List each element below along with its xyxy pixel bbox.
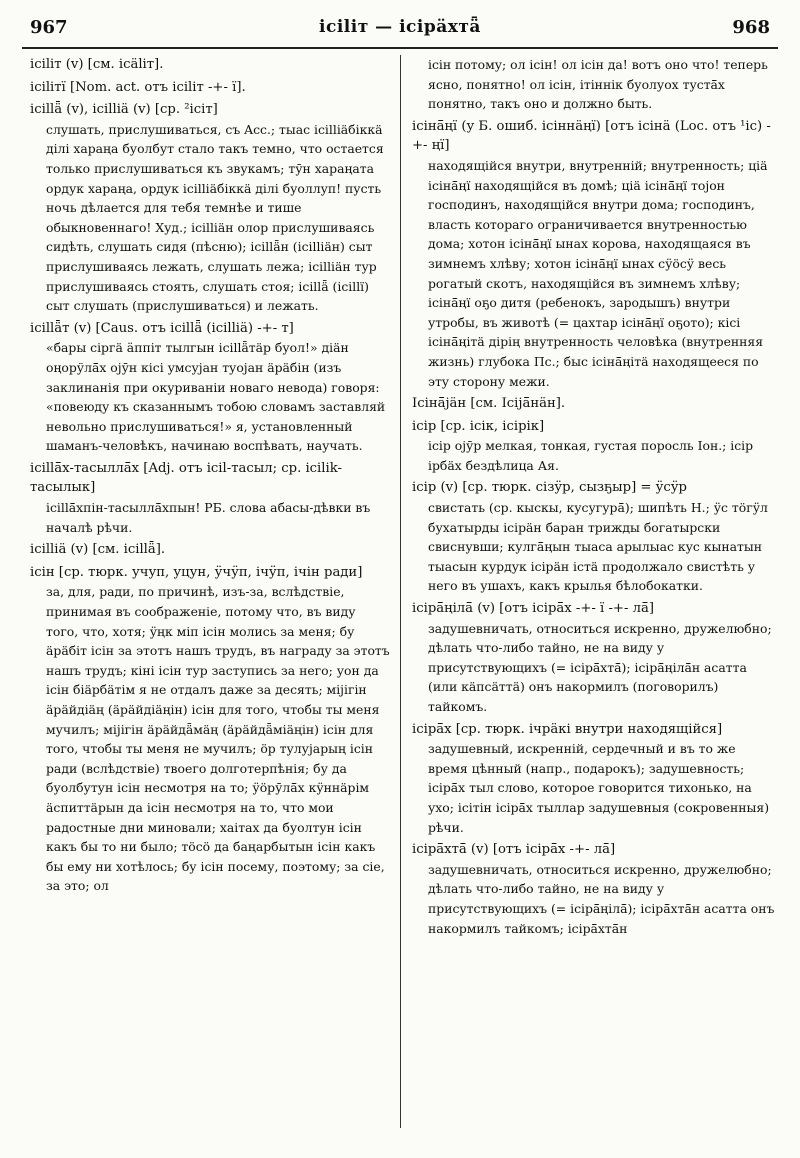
dictionary-entry bbox=[30, 563, 390, 896]
entry-headword: iciн [ср. тюрк. учуп, уцун, ӱчӱп, iчӱп, iчiн ради] bbox=[30, 564, 363, 580]
dictionary-entry bbox=[412, 840, 778, 938]
dictionary-entry bbox=[412, 478, 778, 596]
entry-definition: находящійся внутри, внутренній; внутренность; ціä iciнā̄ңï находящійся въ домѣ; ціä iciнā̄ңï тоjон господинъ, находящійся внутри дома; господинъ, власть котораго ограничивается внутренностью дома; хотон iciнā̄ңï ынах корова, находящаяся въ зимнемъ хлѣву; хотон iciнā̄ңï ынах сӱöсӱ весь рогатый скотъ, находящійся въ зимнемъ хлѣву; iciнā̄ңï оҕо дитя (ребенокъ, зародышъ) внутри утробы, въ животѣ (= цахтар iciнā̄ңï оҕото); кiсi iciнā̄ңiтä дiрiң внутренность человѣка (внутренняя жизнь) глубока Пс.; быс iciнā̄ңiтä находящееся по эту сторону межи. bbox=[428, 157, 768, 389]
page-number-right: 968 bbox=[732, 16, 770, 38]
entry-definition: за, для, ради, по причинѣ, изъ-за, вслѣдствіе, принимая въ соображеніе, потому что, въ виду того, что, хотя; ӱңк мiп iciн молись за меня; бу äрäбiт iciн за этотъ нашъ трудъ, въ награду за этотъ нашъ трудъ; кiнi iciн тур заступись за него; уон да iciн бiäрбäтiм я не отдалъ даже за десять; мijiгiн äрäйдiäң (äрäйдiäңiн) iciн для того, чтобы ты меня мучилъ; мijiгiн äрäйдǟмäң (äрäйдǟмiäңiн) iciн для того, чтобы ты меня не мучилъ; öр тулуjарың iciн ради (вслѣдствіе) твоего долготерпѣнія; бу да буолбутун iciн несмотря на то; ӱöрӯлā̄х кӱннäрiм äспиттäрын да iciн несмотря на то, что мои радостные дни миновали; хаiтах да буолтун iciн какъ бы то ни было; тöсö да баңарбытын iciн какъ бы ему ни хотѣлось; бу iciн посему, поэтому; за сiе, за это; ол bbox=[46, 584, 390, 894]
dictionary-entry bbox=[412, 417, 778, 476]
entry-definition: свистать (ср. кыскы, кусугурā̄); шипѣть Н.; ӱс тöгӱл бухатырды iciрäн баран трижды богатырски свиснувши; кулгā̄ңын тыаса арылыас кус кынатын тыасын курдук iciрäн iстä продолжало свистѣть у него въ ушахъ, какъ крылья бѣлобокатки. bbox=[428, 500, 768, 594]
entry-headword: iciрā̄хтā̄ (v) [отъ iciрā̄х -+- лā̄] bbox=[412, 842, 616, 858]
right-column bbox=[412, 55, 778, 1150]
entry-headword: icillǟ (v), icilliä (v) [ср. ²iciт] bbox=[30, 102, 218, 118]
dictionary-entry bbox=[30, 540, 390, 560]
entry-headword: icilliä (v) [см. icillǟ]. bbox=[30, 542, 166, 558]
dictionary-entry bbox=[412, 117, 778, 391]
column-divider bbox=[400, 55, 401, 1128]
entry-definition: «бары сiргä ӓппiт тылгын icillǟтäр буол!» дiäн оңорўлā̄х оjӯн кiсi умсуjан туоjан äрäбiн (изъ заклинанія при окуриваніи новаго невода) говоря: «повеюду къ сказаннымъ тобою словамъ заставляй невольно прислушиваться!» я, установленный шаманъ-человѣкъ, начинаю воспѣвать, научать. bbox=[46, 340, 386, 454]
entry-headword: iciрā̄х [ср. тюрк. iчрäкi внутри находящійся] bbox=[412, 721, 723, 737]
entry-definition: слушать, прислушиваться, съ Acc.; тыас icilliäбiккä дiлi хараңа буолбут стало такъ темно, что остается только прислушиваться къ звукамъ; тӯн хараңата ордук хараңа, ордук icilliäбiккä дiлi буоллуп! пусть ночь дѣлается для тебя темнѣе и тише обыкновеннаго! Худ.; icilliäн олор прислушиваясь сидѣть, слушать сидя (пѣсню); icillǟн (icilliäн) сыт прислушиваясь лежать, слушать лежа; icilliäн тур прислушиваясь стоять, слушать стоя; icillǟ (icillï) сыт слушать (прислушиваться) и лежать. bbox=[46, 121, 384, 314]
entry-definition: задушевничать, относиться искренно, дружелюбно; дѣлать что-либо тайно, не на виду у присутствующихъ (= iciрā̄хтā̄); iciрā̄ңiлā̄н асатта (или кäпсäттä) онъ накормилъ (поговорилъ) тайкомъ. bbox=[428, 620, 772, 714]
entry-headword: icillā̄х-тасыллā̄х [Adj. отъ icil-тасыл; ср. icilik-тасылык] bbox=[30, 460, 342, 496]
entry-headword: iciнā̄ңï (у Б. ошиб. iciннäңï) [отъ iciнä (Loc. отъ ¹iс) -+- ңï] bbox=[412, 118, 771, 154]
entry-headword: iciрā̄ңiлā̄ (v) [отъ iciрā̄х -+- ï -+- лā̄] bbox=[412, 601, 654, 617]
entry-definition: iciн потому; ол iciн! ол iciн да! вотъ оно что! теперь ясно, понятно! ол iciн, iтiннiк буолуох тустā̄х понятно, такъ оно и должно быть. bbox=[428, 57, 768, 112]
dictionary-entry bbox=[30, 100, 390, 316]
dictionary-entry bbox=[412, 394, 778, 414]
entry-definition: задушевничать, относиться искренно, дружелюбно; дѣлать что-либо тайно, не на виду у присутствующихъ (= iciрā̄ңiлā̄); iciрā̄хтā̄н асатта онъ накормилъ тайкомъ; iciрā̄хтā̄н bbox=[428, 861, 775, 936]
dictionary-entry bbox=[30, 55, 390, 75]
dictionary-entry bbox=[412, 55, 778, 114]
entry-headword: iciр [ср. iciк, iciрiк] bbox=[412, 418, 545, 434]
left-column bbox=[30, 55, 390, 1150]
entry-definition: icillā̄хпiн-тасыллā̄хпын! РБ. слова абасы-дѣвки въ началѣ рѣчи. bbox=[46, 500, 371, 535]
entry-definition: iciр оjӯр мелкая, тонкая, густая поросль Іон.; iciр iрбäх бездѣлица Ая. bbox=[428, 438, 754, 473]
page-number-left: 967 bbox=[30, 16, 68, 38]
dictionary-entry bbox=[412, 720, 778, 838]
entry-headword: Iciнā̄jäн [см. Iciјā̄нäн]. bbox=[412, 396, 566, 412]
dictionary-entry bbox=[30, 459, 390, 537]
running-title: iciliт — icipäxтǟ bbox=[319, 17, 481, 37]
header-rule bbox=[22, 47, 778, 49]
entry-definition: задушевный, искренній, сердечный и въ то же время цѣнный (напр., подарокъ); задушевность; iciрā̄х тыл слово, которое говорится тихонько, на ухо; iciтiн iciрā̄х тыллар задушевныя (сокровенныя) рѣчи. bbox=[428, 741, 770, 835]
entry-headword: iciliтï [Nom. act. отъ iciliт -+- ï]. bbox=[30, 79, 246, 95]
page-header bbox=[30, 12, 770, 42]
entry-headword: icillǟт (v) [Caus. отъ icillǟ (icilliä) -+- т] bbox=[30, 320, 294, 336]
dictionary-entry bbox=[30, 319, 390, 456]
entry-headword: iciр (v) [ср. тюрк. ciзӱр, сызҕыр] = ӱсӱр bbox=[412, 480, 687, 496]
dictionary-entry bbox=[412, 599, 778, 717]
entry-headword: iciliт (v) [см. icäliт]. bbox=[30, 57, 164, 72]
dictionary-entry bbox=[30, 78, 390, 98]
